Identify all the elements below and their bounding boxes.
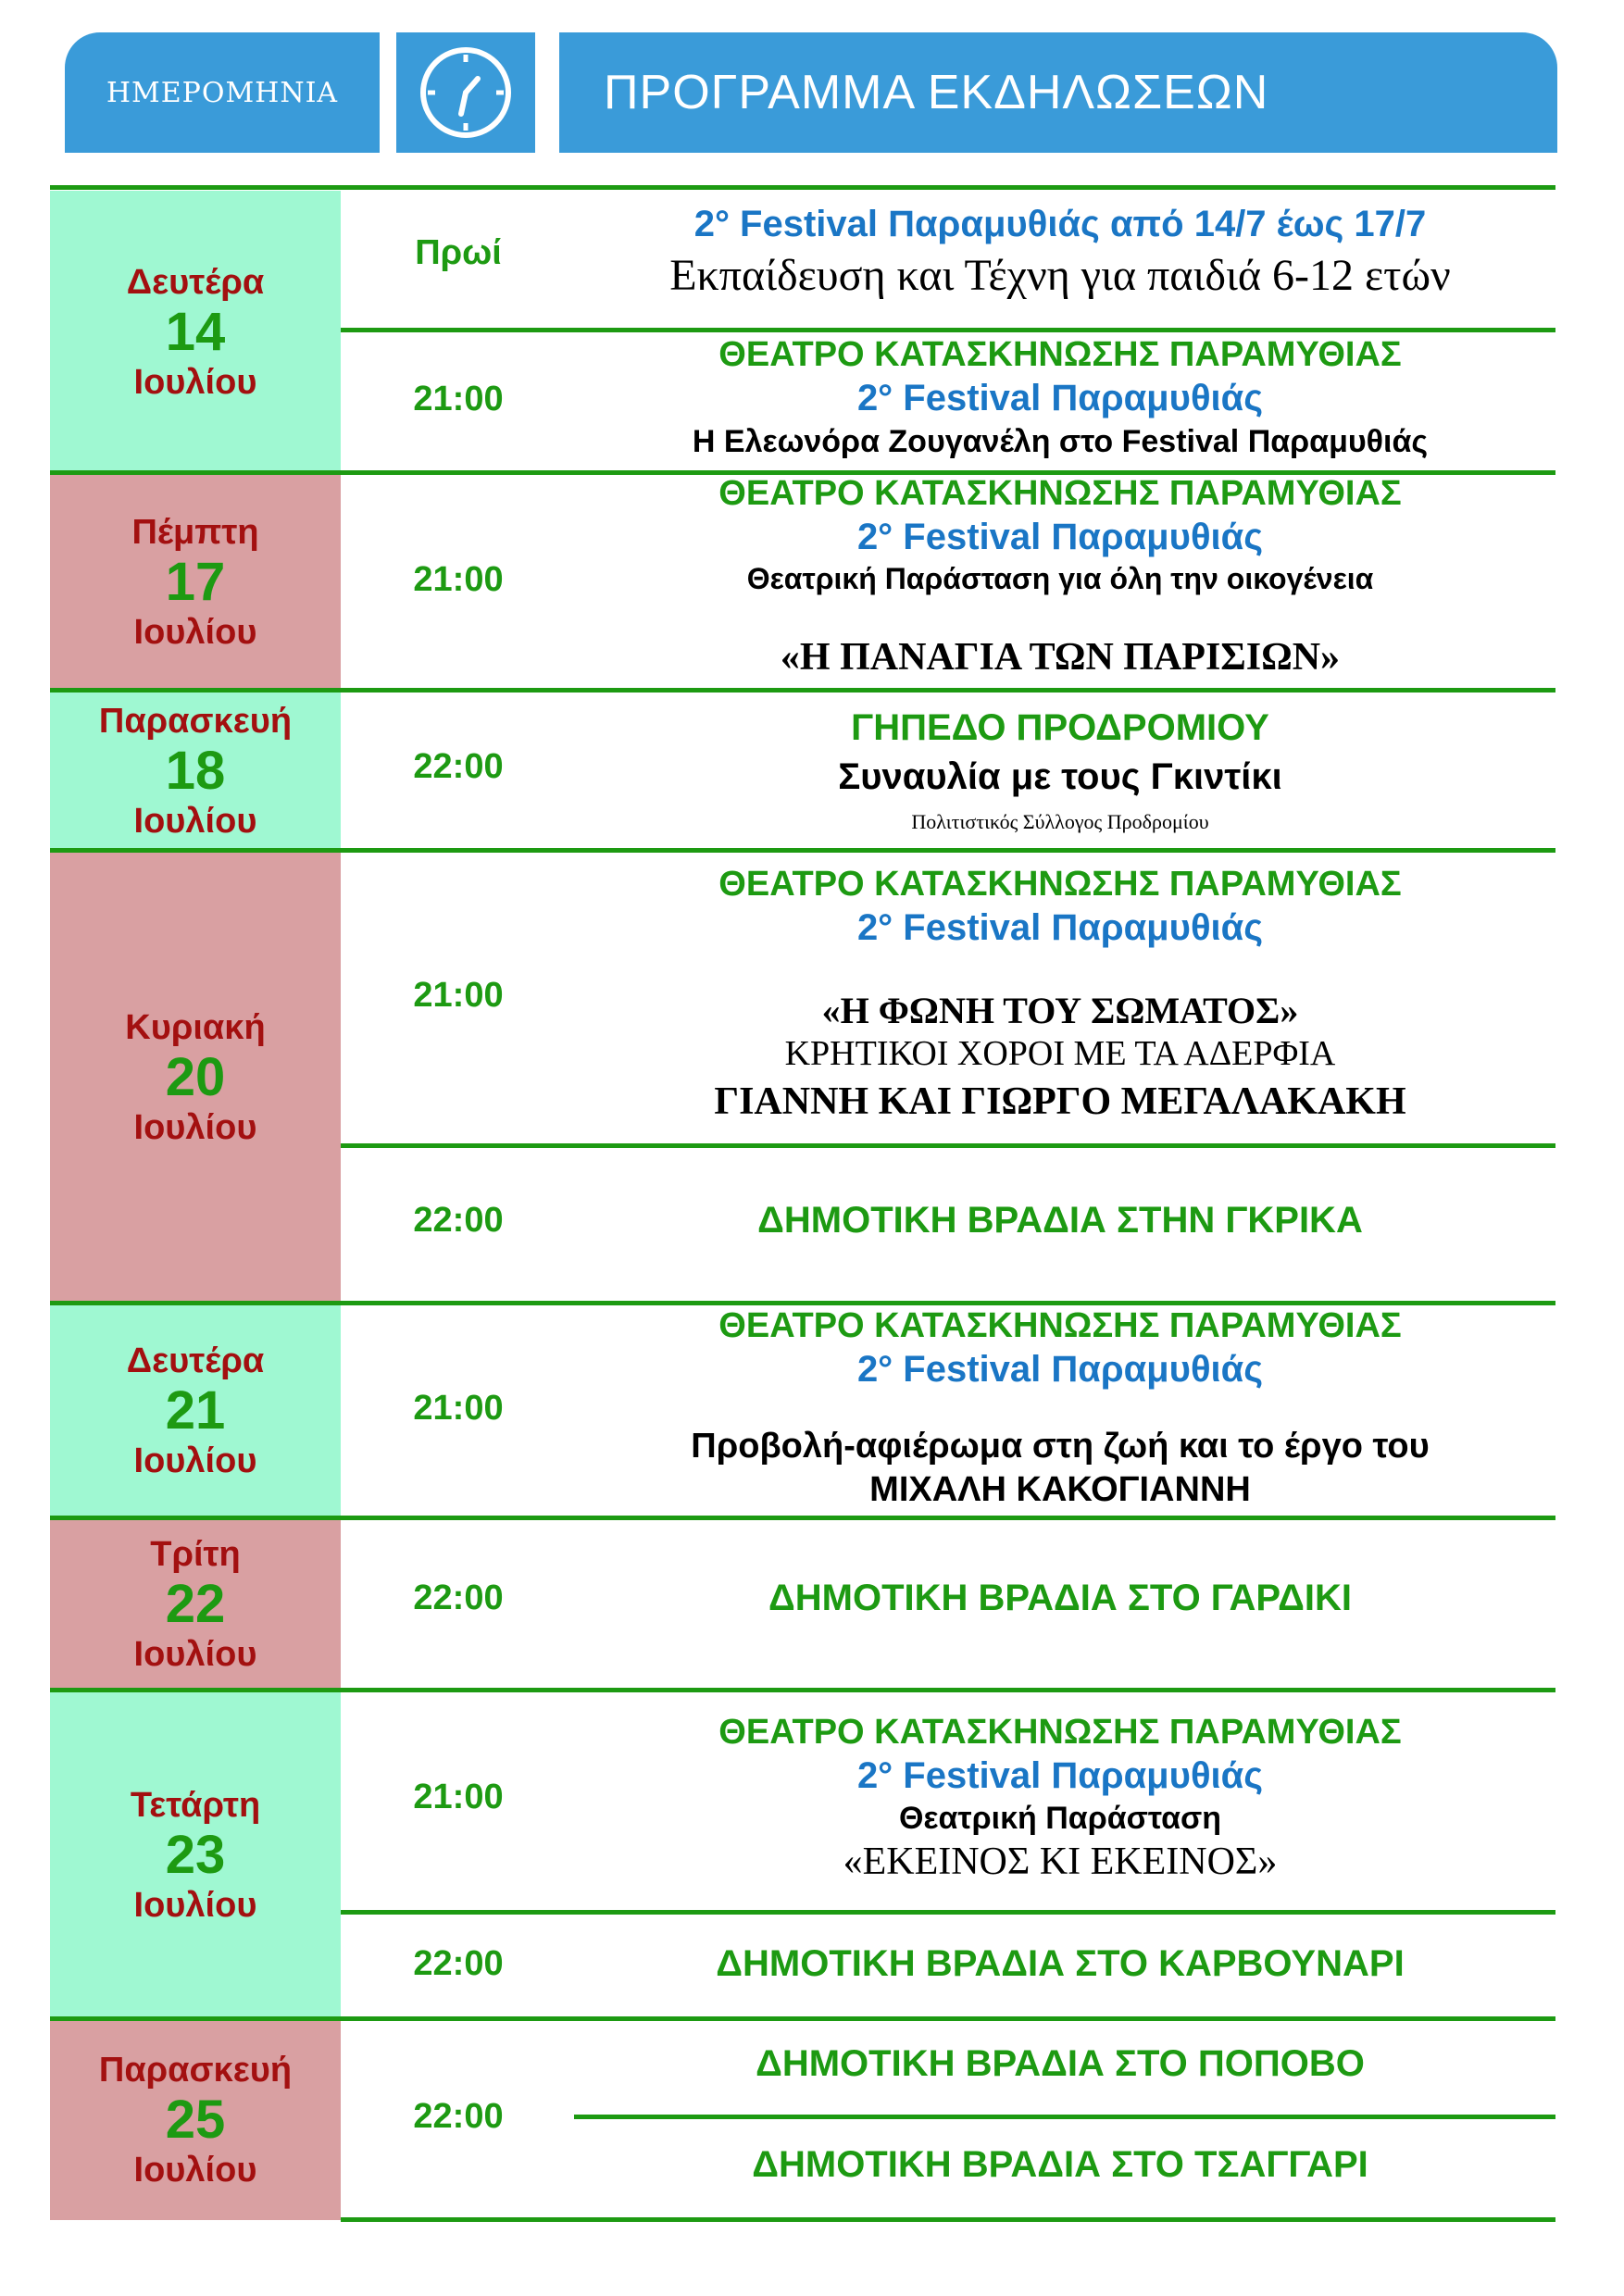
event-line: ΔΗΜΟΤΙΚΗ ΒΡΑΔΙΑ ΣΤΟ ΚΑΡΒΟΥΝΑΡΙ: [716, 1943, 1405, 1984]
clock-icon: [415, 42, 517, 144]
day-number: 23: [165, 1824, 226, 1885]
event-line: Προβολή-αφιέρωμα στη ζωή και το έργο του: [691, 1427, 1430, 1466]
event-line: ΔΗΜΟΤΙΚΗ ΒΡΑΔΙΑ ΣΤΟ ΓΑΡΔΙΚΙ: [768, 1578, 1352, 1618]
event-separator: [341, 328, 1555, 332]
day-separator: [50, 1301, 1555, 1305]
event-line: Εκπαίδευση και Τέχνη για παιδιά 6-12 ετών: [669, 251, 1451, 300]
event-line: ΘΕΑΤΡΟ ΚΑΤΑΣΚΗΝΩΣΗΣ ΠΑΡΑΜΥΘΙΑΣ: [718, 865, 1402, 904]
day-number: 20: [165, 1046, 226, 1107]
date-header-label: ΗΜΕΡΟΜΗΝΙΑ: [106, 76, 339, 109]
day-name: Τετάρτη: [130, 1785, 261, 1825]
event-time: 22:00: [413, 1578, 504, 1617]
event-time: 21:00: [413, 976, 504, 1015]
event-time: 22:00: [413, 747, 504, 786]
event-line: ΔΗΜΟΤΙΚΗ ΒΡΑΔΙΑ ΣΤΗΝ ΓΚΡΙΚΑ: [757, 1200, 1363, 1241]
event-line: «ΕΚΕΙΝΟΣ ΚΙ ΕΚΕΙΝΟΣ»: [843, 1841, 1278, 1883]
day-month: Ιουλίου: [133, 801, 257, 841]
table-top-rule: [50, 185, 1555, 190]
event-line: ΘΕΑΤΡΟ ΚΑΤΑΣΚΗΝΩΣΗΣ ΠΑΡΑΜΥΘΙΑΣ: [718, 474, 1402, 513]
event-line: Η Ελεωνόρα Ζουγανέλη στο Festival Παραμυθιάς: [692, 424, 1429, 459]
day-name: Κυριακή: [125, 1007, 266, 1047]
day-name: Δευτέρα: [126, 262, 265, 302]
event-line: ΘΕΑΤΡΟ ΚΑΤΑΣΚΗΝΩΣΗΣ ΠΑΡΑΜΥΘΙΑΣ: [718, 1306, 1402, 1345]
event-time: 22:00: [413, 1944, 504, 1983]
day-name: Δευτέρα: [126, 1341, 265, 1380]
day-cell-18: [50, 691, 341, 851]
day-month: Ιουλίου: [133, 1885, 257, 1925]
day-name: Τρίτη: [150, 1535, 241, 1574]
event-line: ΔΗΜΟΤΙΚΗ ΒΡΑΔΙΑ ΣΤΟ ΤΣΑΓΓΑΡΙ: [752, 2144, 1368, 2185]
time-column-header: [396, 32, 535, 153]
event-line: 2° Festival Παραμυθιάς: [856, 907, 1264, 948]
event-line: Συναυλία με τους Γκιντίκι: [838, 756, 1282, 797]
day-cell-17: [50, 473, 341, 691]
event-line: Πολιτιστικός Σύλλογος Προδρομίου: [911, 810, 1209, 833]
event-line: 2° Festival Παραμυθιάς: [856, 378, 1264, 418]
event-time: Πρωί: [415, 233, 502, 272]
event-line: Θεατρική Παράσταση: [898, 1801, 1222, 1836]
table-bottom-rule: [341, 2217, 1555, 2222]
event-line: ΘΕΑΤΡΟ ΚΑΤΑΣΚΗΝΩΣΗΣ ΠΑΡΑΜΥΘΙΑΣ: [718, 335, 1402, 374]
event-separator: [574, 2115, 1555, 2119]
day-number: 22: [165, 1574, 226, 1634]
event-separator: [341, 1143, 1555, 1148]
day-cell-25: [50, 2019, 341, 2220]
event-time: 21:00: [413, 380, 504, 418]
day-separator: [50, 848, 1555, 853]
event-line: «Η ΦΩΝΗ ΤΟΥ ΣΩΜΑΤΟΣ»: [821, 990, 1299, 1031]
day-separator: [50, 1516, 1555, 1520]
event-time: 21:00: [413, 560, 504, 599]
day-number: 18: [165, 740, 226, 801]
event-line: «Η ΠΑΝΑΓΙΑ ΤΩΝ ΠΑΡΙΣΙΩΝ»: [780, 636, 1341, 679]
day-separator: [50, 688, 1555, 693]
day-cell-21: [50, 1304, 341, 1518]
event-time: 22:00: [413, 1201, 504, 1240]
day-month: Ιουλίου: [133, 1635, 257, 1674]
day-month: Ιουλίου: [133, 612, 257, 652]
day-number: 14: [165, 301, 226, 362]
day-cell-20: [50, 851, 341, 1304]
event-line: ΓΗΠΕΔΟ ΠΡΟΔΡΟΜΙΟΥ: [851, 707, 1269, 748]
event-line: 2° Festival Παραμυθιάς: [856, 517, 1264, 557]
event-line: 2° Festival Παραμυθιάς από 14/7 έως 17/7: [693, 204, 1427, 244]
event-time: 21:00: [413, 1389, 504, 1428]
event-line: ΚΡΗΤΙΚΟΙ ΧΟΡΟΙ ΜΕ ΤΑ ΑΔΕΡΦΙΑ: [784, 1034, 1336, 1073]
event-time: 21:00: [413, 1778, 504, 1816]
event-line: ΜΙΧΑΛΗ ΚΑΚΟΓΙΑΝΝΗ: [869, 1470, 1251, 1509]
day-cell-23: [50, 1691, 341, 2019]
event-line: ΓΙΑΝΝΗ ΚΑΙ ΓΙΩΡΓΟ ΜΕΓΑΛΑΚΑΚΗ: [714, 1080, 1406, 1123]
day-month: Ιουλίου: [133, 1441, 257, 1480]
day-number: 21: [165, 1380, 226, 1441]
day-name: Πέμπτη: [131, 512, 259, 552]
event-line: ΔΗΜΟΤΙΚΗ ΒΡΑΔΙΑ ΣΤΟ ΠΟΠΟΒΟ: [756, 2043, 1365, 2084]
day-month: Ιουλίου: [133, 1107, 257, 1147]
day-number: 25: [165, 2089, 226, 2150]
event-line: 2° Festival Παραμυθιάς: [856, 1349, 1264, 1390]
day-separator: [50, 2016, 1555, 2021]
event-separator: [341, 1910, 1555, 1915]
day-name: Παρασκευή: [98, 2050, 293, 2090]
program-title: ΠΡΟΓΡΑΜΜΑ ΕΚΔΗΛΩΣΕΩΝ: [604, 66, 1269, 119]
program-title-header: [559, 32, 1557, 153]
event-line: 2° Festival Παραμυθιάς: [856, 1755, 1264, 1796]
day-number: 17: [165, 551, 226, 612]
event-line: ΘΕΑΤΡΟ ΚΑΤΑΣΚΗΝΩΣΗΣ ΠΑΡΑΜΥΘΙΑΣ: [718, 1713, 1402, 1752]
day-cell-14: [50, 191, 341, 473]
day-month: Ιουλίου: [133, 2150, 257, 2190]
day-month: Ιουλίου: [133, 362, 257, 402]
day-separator: [50, 1688, 1555, 1692]
event-time: 22:00: [413, 2097, 504, 2136]
date-column-header: [65, 32, 380, 153]
day-cell-22: [50, 1518, 341, 1691]
event-line: Θεατρική Παράσταση για όλη την οικογένεια: [746, 562, 1374, 595]
day-name: Παρασκευή: [98, 701, 293, 741]
